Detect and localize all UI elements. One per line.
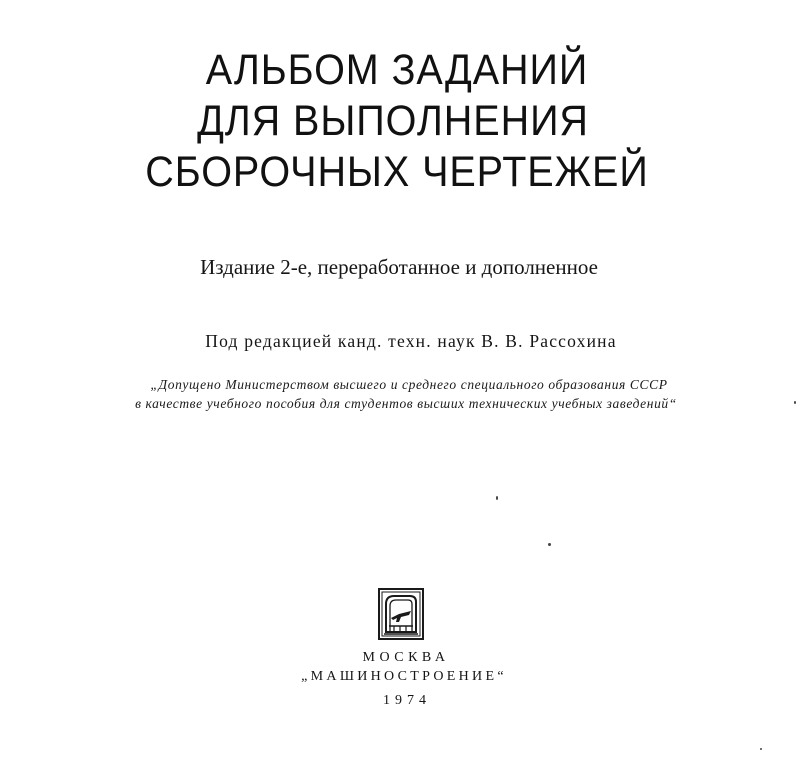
imprint-year: 1974 [383,693,431,708]
imprint-city: МОСКВА [362,650,450,665]
scan-speck [760,748,762,750]
scan-speck [794,401,796,404]
approval-note-line-2: в качестве учебного пособия для студентов высших технических учебных заведений“ [135,396,677,411]
scan-speck [496,496,498,500]
publisher-logo-icon [377,588,425,640]
book-title-line-3: СБОРОЧНЫХ ЧЕРТЕЖЕЙ [145,148,649,196]
edition-note: Издание 2-е, переработанное и дополненное [200,255,598,279]
imprint-publisher: „МАШИНОСТРОЕНИЕ“ [301,669,507,684]
approval-note-line-1: „Допущено Министерством высшего и среднего специального образования СССР [150,377,668,392]
book-title-line-2: ДЛЯ ВЫПОЛНЕНИЯ [197,97,589,145]
editor-credit: Под редакцией канд. техн. наук В. В. Рассохина [205,331,617,351]
book-title-line-1: АЛЬБОМ ЗАДАНИЙ [205,46,589,94]
scan-speck [548,543,551,546]
